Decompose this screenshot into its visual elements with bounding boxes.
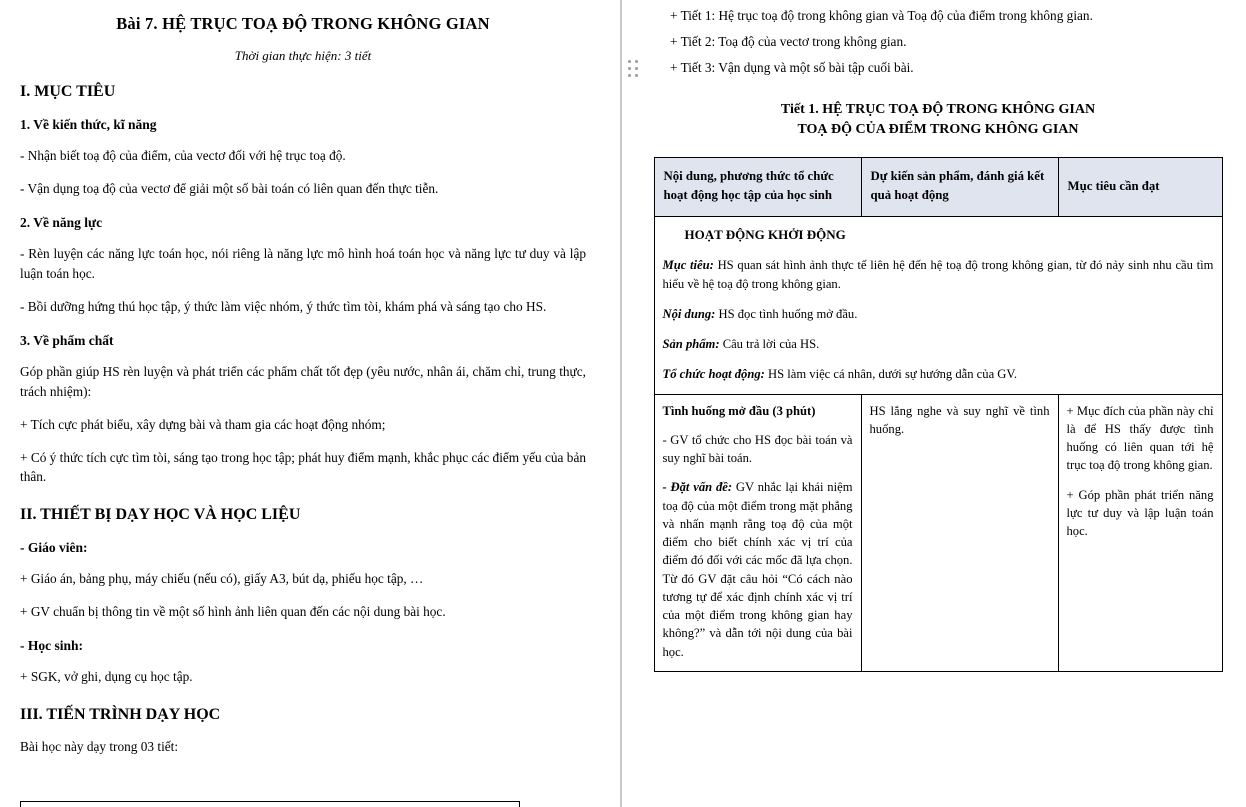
paragraph-nang-luc-2: - Bồi dưỡng hứng thú học tập, ý thức làm việc nhóm, ý thức tìm tòi, khám phá và sáng tạo cho HS. xyxy=(20,298,547,314)
activity-label-muc-tieu: Mục tiêu: xyxy=(662,258,714,273)
paragraph-pham-chat-3: + Có ý thức tích cực tìm tòi, sáng tạo trong học tập; phát huy điểm mạnh, khắc phục các điểm yếu của bản thân. xyxy=(20,449,586,485)
lesson-heading xyxy=(648,100,1228,141)
activity-title: HOẠT ĐỘNG KHỞI ĐỘNG xyxy=(684,226,846,242)
paragraph-tien-trinh-1: Bài học này dạy trong 03 tiết: xyxy=(20,739,179,755)
heading-hoc-sinh: - Học sinh: xyxy=(20,638,84,654)
heading-pham-chat: 3. Về phẩm chất xyxy=(20,332,114,348)
paragraph-kien-thuc-1: - Nhận biết toạ độ của điểm, của vectơ đối với hệ trục toạ độ. xyxy=(20,148,346,163)
activity-label-to-chuc: Tổ chức hoạt động: xyxy=(662,367,765,382)
paragraph-pham-chat-1: Góp phần giúp HS rèn luyện và phát triển các phẩm chất tốt đẹp (yêu nước, nhân ái, chăm chỉ, trung thực, trách nhiệm): xyxy=(20,363,586,399)
activity-row-san-pham xyxy=(663,335,1214,353)
table-header-row xyxy=(654,158,1222,216)
activity-text-to-chuc: HS làm việc cá nhân, dưới sự hướng dẫn của GV. xyxy=(764,367,1018,382)
drag-handle-icon[interactable] xyxy=(628,60,642,78)
cell-paragraph-muc-dich: + Mục đích của phần này chỉ là để HS thấy được tình huống có liên quan tới hệ trục toạ độ trong không gian. xyxy=(1066,403,1214,473)
heading-kien-thuc: 1. Về kiến thức, kĩ năng xyxy=(20,117,157,132)
cell-text-dat-van-de: GV nhắc lại khái niệm toạ độ của một điểm trong mặt phẳng và nhấn mạnh rằng toạ độ của một điểm cho biết chính xác vị trí của điểm đó đối với các mốc đã lựa chọn. Từ đó GV đặt câu hỏi “Có cách nào tương tự để xác định chính xác vị trí của một điểm trong không gian hay không?” và dẫn tới nội dung của bài học. xyxy=(662,480,853,659)
paragraph-nang-luc-1: - Rèn luyện các năng lực toán học, nói riêng là năng lực mô hình hoá toán học và năng lực tư duy và lập luận toán học. xyxy=(20,245,586,281)
cell-paragraph-gop-phan: + Góp phần phát triển năng lực tư duy và lập luận toán học. xyxy=(1066,487,1214,539)
lesson-heading-line-2: TOẠ ĐỘ CỦA ĐIỂM TRONG KHÔNG GIAN xyxy=(797,122,1079,138)
table-cell-san-pham xyxy=(861,394,1058,671)
table-row-activity-intro xyxy=(654,216,1222,394)
list-item-tiet-2: + Tiết 2: Toạ độ của vectơ trong không gian. xyxy=(670,33,907,49)
cell-paragraph-gv-to-chuc: - GV tổ chức cho HS đọc bài toán và suy nghĩ bài toán. xyxy=(662,432,853,466)
activity-table xyxy=(654,157,1223,671)
table-header-san-pham: Dự kiến sản phẩm, đánh giá kết quả hoạt động xyxy=(861,158,1058,216)
activity-row-to-chuc xyxy=(663,365,1214,383)
activity-text-noi-dung: HS đọc tình huống mở đầu. xyxy=(715,306,858,321)
activity-intro-cell xyxy=(654,216,1222,394)
activity-row-noi-dung xyxy=(663,305,1214,323)
heading-nang-luc: 2. Về năng lực xyxy=(20,214,103,230)
list-item-tiet-1: + Tiết 1: Hệ trục toạ độ trong không gian và Toạ độ của điểm trong không gian. xyxy=(670,8,1093,23)
paragraph-kien-thuc-2: - Vận dụng toạ độ của vectơ để giải một số bài toán có liên quan đến thực tiễn. xyxy=(20,180,439,196)
paragraph-giao-vien-2: + GV chuẩn bị thông tin về một số hình ảnh liên quan đến các nội dung bài học. xyxy=(20,604,446,620)
activity-label-noi-dung: Nội dung: xyxy=(662,306,716,321)
table-header-muc-tieu: Mục tiêu cần đạt xyxy=(1058,158,1222,216)
paragraph-giao-vien-1: + Giáo án, bảng phụ, máy chiếu (nếu có), giấy A3, bút dạ, phiếu học tập, … xyxy=(20,571,424,587)
paragraph-hoc-sinh-1: + SGK, vở ghi, dụng cụ học tập. xyxy=(20,669,193,685)
activity-label-san-pham: Sản phẩm: xyxy=(662,337,720,352)
list-item-tiet-3: + Tiết 3: Vận dụng và một số bài tập cuối bài. xyxy=(670,59,914,75)
table-cell-muc-tieu xyxy=(1058,394,1222,671)
lesson-heading-line-1: Tiết 1. HỆ TRỤC TOẠ ĐỘ TRONG KHÔNG GIAN xyxy=(780,101,1096,117)
page-subtitle: Thời gian thực hiện: 3 tiết xyxy=(234,48,372,63)
cell-title-tinh-huong: Tình huống mở đầu (3 phút) xyxy=(662,403,816,418)
table-cell-noi-dung xyxy=(654,394,861,671)
cell-paragraph-dat-van-de xyxy=(663,478,853,661)
activity-text-san-pham: Câu trả lời của HS. xyxy=(719,337,820,352)
heading-thiet-bi: II. THIẾT BỊ DẠY HỌC VÀ HỌC LIỆU xyxy=(20,506,301,524)
cell-label-dat-van-de: - Đặt vấn đề: xyxy=(662,480,733,495)
cell-paragraph-hs-lang-nghe: HS lắng nghe và suy nghĩ về tình huống. xyxy=(869,403,1050,436)
heading-muc-tieu: I. MỤC TIÊU xyxy=(20,83,116,100)
activity-row-muc-tieu xyxy=(663,256,1214,293)
heading-giao-vien: - Giáo viên: xyxy=(20,540,88,556)
page-bottom-edge-left xyxy=(20,801,520,807)
page-title: Bài 7. HỆ TRỤC TOẠ ĐỘ TRONG KHÔNG GIAN xyxy=(116,14,490,33)
right-page-column xyxy=(622,0,1246,807)
left-page-column xyxy=(0,0,620,807)
table-header-noi-dung: Nội dung, phương thức tổ chức hoạt động học tập của học sinh xyxy=(654,158,861,216)
heading-tien-trinh: III. TIẾN TRÌNH DẠY HỌC xyxy=(20,706,221,724)
activity-text-muc-tieu: HS quan sát hình ảnh thực tế liên hệ đến hệ toạ độ trong không gian, từ đó nảy sinh nhu cầu tìm hiểu về hệ toạ độ trong không gian. xyxy=(662,258,1214,291)
table-row-body xyxy=(654,394,1222,671)
paragraph-pham-chat-2: + Tích cực phát biểu, xây dựng bài và tham gia các hoạt động nhóm; xyxy=(20,416,386,432)
